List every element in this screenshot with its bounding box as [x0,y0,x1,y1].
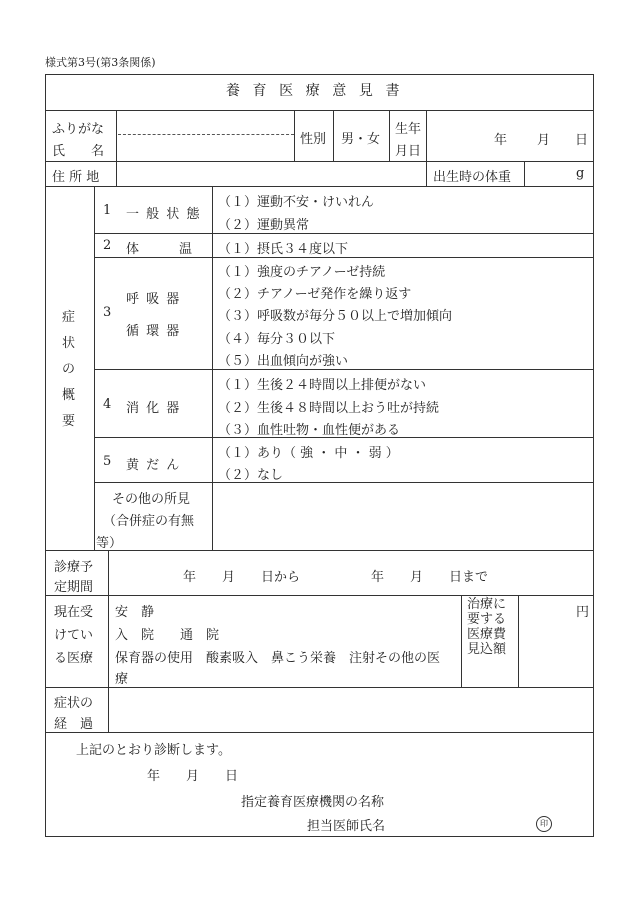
general-label: 一般状態 [126,207,207,222]
care-option-devices-cont: 療 [115,672,129,687]
address-label: 住 所 地 [52,170,100,185]
sex-label: 性別 [300,132,327,147]
birth-year-unit: 年 [494,133,508,148]
institution-label: 指定養育医療機関の名称 [241,795,385,810]
name-field[interactable] [118,137,292,159]
temp-label-b: 温 [179,242,193,257]
dig-item[interactable]: （１）生後２４時間以上排便がない [218,378,427,393]
birth-day-unit: 日 [575,133,589,148]
period-from[interactable]: 年 月 日から [183,570,301,585]
birth-month-unit: 月 [537,133,551,148]
current-care-label: る医療 [54,651,94,666]
seal-icon: 印 [536,816,552,832]
dig-item[interactable]: （２）生後４８時間以上おう吐が持続 [218,401,440,416]
address-field[interactable] [118,163,424,184]
resp-item[interactable]: （５）出血傾向が強い [218,354,349,369]
diagnosis-date[interactable]: 年 月 日 [147,769,239,784]
doctor-label: 担当医師氏名 [307,819,386,834]
period-to[interactable]: 年 月 日まで [371,570,489,585]
temp-item[interactable]: （１）摂氏３４度以下 [218,242,349,257]
birth-weight-unit: g [576,166,585,181]
furigana-field[interactable] [118,112,292,132]
general-number: 1 [103,203,112,218]
general-item[interactable]: （１）運動不安・けいれん [218,195,375,210]
resp-item[interactable]: （１）強度のチアノーゼ持続 [218,265,386,280]
symptoms-section-label: 症 状 の 概 要 [62,310,76,429]
current-care-label: 現在受 [54,605,94,620]
progress-label: 症状の [54,696,94,711]
other-findings-field[interactable] [214,484,592,548]
progress-field[interactable] [110,689,592,730]
circ-label: 循環器 [126,324,187,339]
care-option-rest[interactable]: 安 静 [115,605,155,620]
other-findings-label: 等） [96,536,123,551]
care-option-admission[interactable]: 入 院 通 院 [115,628,220,643]
dig-number: 4 [103,397,112,412]
jaundice-label: 黄だん [126,458,187,473]
dig-label: 消化器 [126,401,187,416]
other-findings-label: その他の所見 [112,492,191,507]
care-option-devices[interactable]: 保育器の使用 酸素吸入 鼻こう栄養 注射その他の医 [115,651,441,666]
furigana-label: ふりがな [52,122,105,137]
period-label: 診療予 [54,560,94,575]
name-label: 氏 名 [52,144,105,159]
progress-label: 経 過 [54,717,94,732]
cost-label: 治療に 要する 医療費 見込額 [467,597,507,657]
resp-item[interactable]: （３）呼吸数が毎分５０以上で増加傾向 [218,309,453,324]
form-number: 様式第3号(第3条関係) [45,56,156,69]
jaundice-number: 5 [103,454,112,469]
birth-label-bottom: 月日 [395,144,422,159]
resp-item[interactable]: （４）毎分３０以下 [218,332,336,347]
sex-value[interactable]: 男・女 [341,132,381,147]
jaundice-item[interactable]: （１）あり（ 強 ・ 中 ・ 弱 ） [218,446,399,461]
other-findings-label: （合併症の有無 [103,514,195,529]
birth-label-top: 生年 [395,122,422,137]
jaundice-item[interactable]: （２）なし [218,468,284,483]
birth-weight-label: 出生時の体重 [433,170,512,185]
current-care-label: けてい [54,628,94,643]
dig-item[interactable]: （３）血性吐物・血性便がある [218,423,401,438]
resp-number: 3 [103,305,112,320]
cost-unit: 円 [576,605,590,620]
temp-number: 2 [103,238,112,253]
diagnosis-statement: 上記のとおり診断します。 [76,743,231,758]
resp-label: 呼吸器 [126,292,187,307]
resp-item[interactable]: （２）チアノーゼ発作を繰り返す [218,287,412,302]
temp-label-a: 体 [126,242,140,257]
period-label: 定期間 [54,580,94,595]
general-item[interactable]: （２）運動異常 [218,218,310,233]
form-title: 養育医療意見書 [225,83,413,99]
